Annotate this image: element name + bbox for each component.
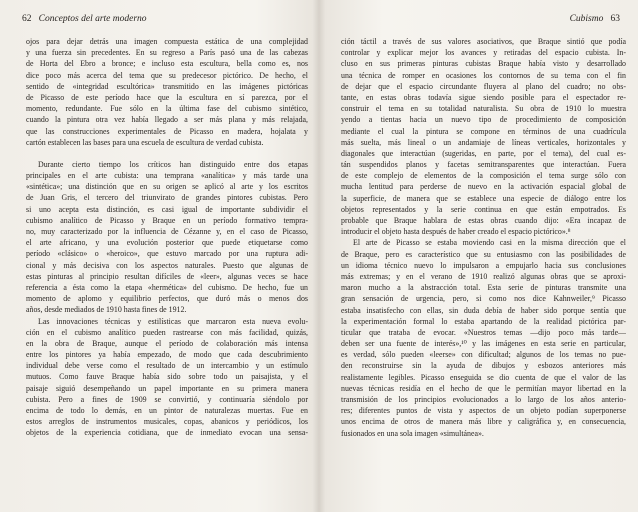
text-line: es verdad, sólo pueden «leerse» con dificultad; algunos de los temas no pue- xyxy=(341,350,626,360)
text-line: un idioma técnico nuevo lo impulsaron a empujarlo hacia sus conclusiones xyxy=(341,260,626,270)
text-line: tán suspendidos planos y facetas semitransparentes que interactúan. Fuera xyxy=(341,160,626,170)
text-line: construir el tema en su totalidad naturalista. Su obra de 1910 lo muestra xyxy=(341,104,626,114)
text-line: controlar y explicar mejor los avances y retiradas del espacio cubista. In- xyxy=(341,48,626,58)
text-line: que las construcciones experimentales de Picasso en madera, hojalata y xyxy=(26,126,308,136)
text-line: probable que Braque hablara de estas obras cuando dijo: «Era incapaz de xyxy=(341,216,626,225)
text-line: años, desde mediados de 1910 hasta fines de 1912. xyxy=(26,305,187,315)
running-title: Cubismo xyxy=(569,14,604,24)
right-page-header xyxy=(570,14,620,24)
page-number: 62 xyxy=(22,14,32,24)
text-line: realistamente legibles. Picasso enseguida se dio cuenta de que el valor de las xyxy=(341,372,626,382)
text-line: y una fuerza sin precedentes. En su regreso a París pasó una de las cabezas xyxy=(26,48,308,58)
text-line: cubismo analítico de Picasso y Braque en un período formativo tempra- xyxy=(26,215,308,225)
text-line: den reconstruirse sin la ayuda de dibujos y esbozos anteriores más xyxy=(341,361,626,371)
text-line: cuando la pintura otra vez había llegado a ser más plana y más relajada, xyxy=(26,115,308,125)
text-line: mutuos. Como fauve Braque había sido sobre todo un paisajista, y el xyxy=(26,372,308,382)
text-line: el arte africano, y una evolución posterior que puede etiquetarse como xyxy=(26,238,308,248)
text-line: paisaje siguió desempeñando un papel importante en su primera manera xyxy=(26,383,308,393)
text-line: estas pinturas al principio resultan difíciles de «leer», algunas veces se hace xyxy=(26,271,308,281)
text-line: cubista. Pero a fines de 1909 se convirtió, y continuaría siéndolo por xyxy=(26,394,308,404)
text-line: cluso en sus primeras pinturas cubistas Braque había visto y desarrollado xyxy=(341,59,626,69)
text-line: principales en el arte cubista: una temprana «analítica» y más tarde una xyxy=(26,171,308,181)
text-line: de dejar que el espacio circundante fluyera al plano del cuadro; no obs- xyxy=(341,81,626,91)
text-line: no, muy caracterizado por la influencia de Cézanne y, en el caso de Picasso, xyxy=(26,227,308,236)
text-line: Las innovaciones técnicas y estilísticas que marcaron esta nueva evolu- xyxy=(38,316,308,326)
text-line: estos arreglos de instrumentos musicales, copas, abanicos y periódicos, los xyxy=(26,417,308,427)
text-line: nuevas técnicas residía en el hecho de que le permitían mayor libertad en la xyxy=(341,383,626,393)
text-line: una técnica de romper en ocasiones los contornos de su tema con el fin xyxy=(341,70,626,80)
text-line: transmisión de los principios evolucionados a lo largo de los años anterio- xyxy=(341,395,626,404)
text-line: la experimentación formal lo estaba apartando de la realidad pictórica par- xyxy=(341,316,626,326)
text-line: estaba insatisfecho con ellas, sin duda debía de haber sido porque sentía que xyxy=(341,305,626,315)
text-line: maron mucho a la abstracción total. Esta serie de pinturas transmite una xyxy=(341,283,626,293)
text-line: Durante cierto tiempo los críticos han distinguido entre dos etapas xyxy=(38,159,308,169)
text-line: la superficie, de manera que se establece una especie de diálogo entre los xyxy=(341,193,626,203)
text-line: introducir el objeto hasta después de haber creado el espacio pictórico».⁸ xyxy=(341,227,571,237)
text-line: momento de aplomo y equilibrio perfectos, que duró más o menos dos xyxy=(26,294,308,304)
text-line: mediante el cual la pintura se compone en términos de una cuadrícula xyxy=(341,126,626,136)
text-line: encima de todo lo demás, en un pintor de naturalezas muertas. Fue en xyxy=(26,406,308,415)
text-line: más extremas; y en el verano de 1910 realizó algunas obras que se aproxi- xyxy=(341,271,626,281)
text-line: entre los pintores ya había empezado, de modo que cada descubrimiento xyxy=(26,350,308,360)
text-line: unos encima de otros de manera más libre y caligráfica y, en consecuencia, xyxy=(341,417,626,427)
text-line: de Horta del Ebro a bronce; e incluso esta escultura, bella como es, nos xyxy=(26,59,308,69)
left-page-header xyxy=(22,14,147,24)
text-line: de Juan Gris, el tercero del triunvirato de grandes pintores cubistas. Pero xyxy=(26,193,308,203)
text-line: en la obra de Braque, aunque el período de colaboración más intensa xyxy=(26,338,308,348)
text-line: mucha lentitud para perderse de nuevo en la activación espacial global de xyxy=(341,182,626,192)
right-page xyxy=(319,0,638,512)
left-page-body xyxy=(26,36,308,439)
text-line: res; diferentes puntos de vista y aspectos de un objeto podían superponerse xyxy=(341,406,626,416)
text-line: momento, redundante. Fue sólo en la última fase del cubismo sintético, xyxy=(26,104,308,114)
text-line: individual debe verse como el resultado de un intercambio y un estímulo xyxy=(26,361,308,371)
text-line: El arte de Picasso se estaba moviendo casi en la misma dirección que el xyxy=(353,238,626,248)
text-line: referencia a ésta como la etapa «hermética» del cubismo. De hecho, fue un xyxy=(26,282,308,292)
page-number: 63 xyxy=(610,14,620,24)
text-line: objetos de la experiencia cotidiana, que de inmediato evocan una sensa- xyxy=(26,428,308,438)
text-line: «sintética»; una distinción que en su origen se aplicó al arte y los escritos xyxy=(26,182,308,192)
text-line: dice poco más acerca del tema que su predecesor pictórico. De hecho, el xyxy=(26,70,308,80)
text-line: objetos representados y la serie continua en que están empotrados. Es xyxy=(341,204,626,214)
text-line: fusionados en una sola imagen «simultánea». xyxy=(341,428,484,438)
text-line: gran sensación de urgencia, pero, si como nos dice Kahnweiler,⁹ Picasso xyxy=(341,294,626,304)
text-line: tante, en estas obras todavía sigue siendo posible para el espectador re- xyxy=(341,92,626,102)
text-line: período «clásico» o «heroico», que estuvo marcado por una ruptura adi- xyxy=(26,249,308,259)
text-line: cional y más decisiva con los aspectos naturales. Puesto que algunas de xyxy=(26,260,308,270)
text-line: deben ser una fuente de interés»,¹⁰ y las imágenes en esta serie en particular, xyxy=(341,339,626,349)
text-line: diagonales que interactúan (sugeridas, en parte, por el tema), del cual es- xyxy=(341,148,626,158)
text-line: ojos para dejar detrás una imagen compuesta estática de una complejidad xyxy=(26,37,308,46)
text-line: cartón establecen las bases para una escuela de escultura de verdad cubista. xyxy=(26,137,264,147)
right-page-body xyxy=(341,36,626,439)
text-line: de Picasso de este período hace que la escultura en sí parezca, por el xyxy=(26,92,308,102)
text-line: sentido de «integridad escultórica» transmitido en las imágenes pictóricas xyxy=(26,81,308,91)
text-line: ticular que trataba de evocar. «Nuestros temas —dijo poco más tarde— xyxy=(341,327,626,337)
text-line: ción en el cubismo analítico pueden rastrearse con más facilidad, quizás, xyxy=(26,327,308,337)
running-title: Conceptos del arte moderno xyxy=(38,14,147,24)
text-line: ción táctil a través de sus valores asociativos, que Braque sintió que podía xyxy=(341,37,626,46)
text-line: más suelta, más lineal o un andamiaje de líneas verticales, horizontales y xyxy=(341,137,626,147)
text-line: si uno acepta esta distinción, es casi igual de importante subdividir el xyxy=(26,204,308,214)
text-line: de Braque, pero es característico que su entusiasmo con las posibilidades de xyxy=(341,249,626,259)
text-line: de este complejo de elementos de la composición el tema surge sólo con xyxy=(341,171,626,181)
text-line: yendo a tientas hacia un nuevo tipo de procedimiento de composición xyxy=(341,115,626,125)
